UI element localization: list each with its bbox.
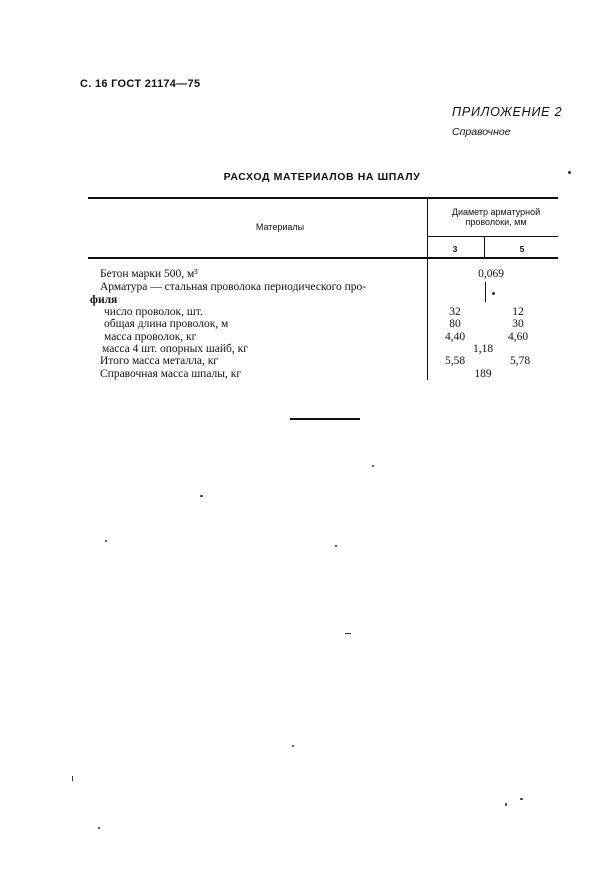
table-row-label: Итого масса металла, кг bbox=[100, 355, 219, 367]
scan-speck bbox=[372, 465, 374, 467]
scan-speck bbox=[335, 545, 337, 547]
table-cell-merged: 0,069 bbox=[478, 268, 504, 280]
scan-speck bbox=[345, 633, 351, 634]
diameter-sub-rule bbox=[428, 236, 558, 237]
column-separator bbox=[427, 198, 428, 380]
scan-speck bbox=[105, 540, 107, 542]
table-cell-merged: 1,18 bbox=[472, 343, 494, 355]
table-cell-3: 4,40 bbox=[444, 331, 466, 343]
table-cell-5: 12 bbox=[512, 306, 524, 318]
column-header-diameter-line1: Диаметр арматурной bbox=[451, 207, 541, 217]
column-header-diameter bbox=[432, 207, 560, 227]
sub-column-separator-body bbox=[485, 282, 486, 302]
table-row-label: масса 4 шт. опорных шайб, кг bbox=[102, 343, 248, 355]
appendix-title: ПРИЛОЖЕНИЕ 2 bbox=[452, 105, 563, 119]
table-row-label: Справочная масса шпалы, кг bbox=[100, 368, 242, 380]
table-title: РАСХОД МАТЕРИАЛОВ НА ШПАЛУ bbox=[223, 171, 421, 183]
table-top-rule bbox=[88, 197, 558, 199]
table-cell-3: 5,58 bbox=[444, 355, 466, 367]
table-cell-3: 32 bbox=[449, 306, 461, 318]
sub-column-separator-head bbox=[484, 237, 485, 257]
table-row-label: филя bbox=[90, 294, 118, 306]
scan-speck bbox=[492, 292, 495, 295]
page-header: С. 16 ГОСТ 21174—75 bbox=[80, 78, 201, 90]
table-cell-5: 30 bbox=[512, 318, 524, 330]
appendix-subtitle: Справочное bbox=[452, 126, 511, 138]
table-row-label: Арматура — стальная проволока периодического про- bbox=[100, 281, 367, 293]
table-row-label: Бетон марки 500, м³ bbox=[100, 268, 198, 280]
column-header-materials: Материалы bbox=[255, 222, 305, 232]
column-header-diameter-line2: проволоки, мм bbox=[465, 217, 527, 227]
scan-speck bbox=[520, 798, 523, 800]
scan-speck bbox=[72, 776, 73, 781]
table-header-rule bbox=[88, 257, 558, 259]
scan-speck bbox=[98, 827, 100, 829]
end-of-table-divider bbox=[290, 418, 360, 420]
table-row-label: общая длина проволок, м bbox=[104, 318, 229, 330]
table-cell-5: 5,78 bbox=[509, 355, 531, 367]
scan-speck bbox=[292, 745, 294, 747]
table-cell-3: 80 bbox=[449, 318, 461, 330]
scan-speck bbox=[568, 171, 571, 174]
table-row-label: масса проволок, кг bbox=[104, 331, 197, 343]
table-cell-merged: 189 bbox=[474, 368, 492, 380]
table-row-label: число проволок, шт. bbox=[104, 306, 203, 318]
table-cell-5: 4,60 bbox=[507, 331, 529, 343]
scan-speck bbox=[200, 495, 203, 497]
sub-column-header-3: 3 bbox=[452, 244, 458, 254]
scan-speck bbox=[505, 803, 507, 806]
sub-column-header-5: 5 bbox=[519, 244, 525, 254]
